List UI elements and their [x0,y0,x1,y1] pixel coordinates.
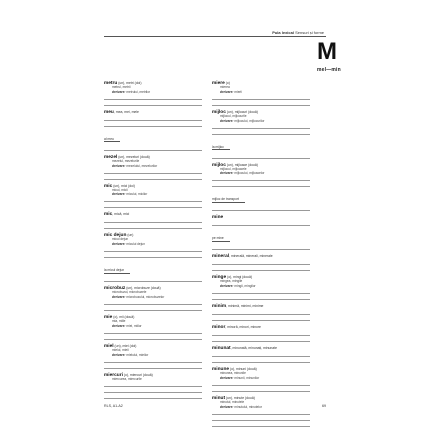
inflected-forms: miercurea, miercurile [112,376,142,381]
inflected-forms: mierea [220,85,230,89]
grammar-info: (o) [224,81,230,85]
writing-line [104,276,202,282]
dictionary-entry [212,345,310,363]
writing-line [104,252,202,258]
derivation-forms: mingii, mingilor [234,284,256,289]
inflected-forms: mijlocul, mijloacele [220,166,247,171]
headword: mineral [212,254,230,260]
footer-left: RLS, A1-A2 [104,404,123,408]
derivation-label: derivare: [220,404,234,409]
dictionary-entry [212,214,310,250]
derivation-forms: micului, micilor [126,192,148,197]
dictionary-entry [212,366,310,392]
dictionary-entry [212,395,310,427]
writing-line [104,202,202,208]
grammar-info: (un), mijlocuri (două) [225,109,258,114]
derivation-label: derivare: [220,284,234,289]
writing-line [104,305,202,311]
derivation-forms: miei, miilor [126,323,142,328]
writing-line [212,357,310,363]
dictionary-entry [104,314,202,340]
inflected-forms: minunea, minunile [220,371,246,376]
writing-line [212,205,310,211]
headword: miel [104,343,114,349]
grammar-info: , minimă, minimi, minime [226,304,264,309]
dictionary-entry [212,253,310,271]
dictionary-entry [212,80,310,106]
writing-line [212,386,310,392]
writing-line [212,220,310,226]
inflected-forms: microbuzul, microbuzele [112,290,147,295]
headword: mic [104,212,113,218]
derivation-label: derivare: [112,242,126,247]
inflected-forms: mielul, mieii [112,347,129,352]
writing-line [212,181,310,187]
derivation-label: derivare: [220,89,234,94]
headword: minunat [212,346,231,352]
headword: minune [212,367,230,373]
grammar-info: (un), mici (doi) [112,183,135,188]
dictionary-entry [212,109,310,159]
derivation-forms: mijlocului, mijloacelor [234,171,265,176]
inflected-forms: micul dejun [112,237,129,242]
grammar-info: , minerală, minerali, minerale [229,254,273,259]
derivation-forms: mijlocului, mijlocurilor [234,118,265,123]
grammar-info: (o), mii (două) [112,314,135,319]
derivation-forms: micului dejun [126,242,145,247]
writing-line [212,315,310,321]
inflected-forms: micul, micii [112,187,128,192]
writing-line [212,421,310,427]
dictionary-entry [104,80,202,106]
grammar-info: (un), mijloace (două) [225,162,258,167]
derivation-label: derivare: [112,294,126,299]
writing-line [212,265,310,271]
derivation-forms: mezelului, mezelurilor [126,163,158,168]
derivation-label: derivare: [112,89,126,94]
writing-line [104,145,202,151]
derivation-forms: metrului, metrilor [126,89,151,94]
headword: minim [212,304,227,310]
headword: mic dejun [104,233,127,239]
dictionary-entry [104,109,202,151]
headword: mijloc [212,109,226,115]
derivation-label: derivare: [220,171,234,176]
usage-phrase: mijloc de transport [212,197,245,203]
writing-line [212,244,310,250]
writing-line [212,153,310,159]
grammar-info: (un), minute (două) [225,395,255,400]
derivation-label: derivare: [112,192,126,197]
inflected-forms: mijlocul, mijlocurile [220,113,247,118]
headword: mine [212,215,224,221]
grammar-info: , mică, mici [112,212,130,217]
section-letter: M [317,38,337,65]
dictionary-entry [212,162,310,212]
derivation-label: derivare: [220,118,234,123]
grammar-info: , minunată, minunați, minunate [230,346,278,351]
writing-line [212,100,310,106]
usage-phrase: la micul dejun [104,268,130,274]
derivation-label: derivare: [220,375,234,380]
grammar-info: , mea, mei, mele [113,109,139,114]
page-number: 69 [322,404,326,408]
derivation-forms: minutului, minutelor [234,404,262,409]
dictionary-entry [212,324,310,342]
dictionary-entry [104,211,202,229]
writing-line [104,121,202,127]
derivation-label: derivare: [112,163,126,168]
inflected-forms: mingea, mingile [220,279,243,284]
headword: miere [212,81,225,86]
inflected-forms: metrul, metrii [112,85,131,89]
dictionary-entry [104,343,202,369]
derivation-label: derivare: [112,323,126,328]
grammar-info: (un), microbuze (două) [125,286,161,291]
grammar-info: (o), mingi (două) [226,275,252,280]
dictionary-entry [104,372,202,400]
dictionary-entry [104,285,202,311]
derivation-label: derivare: [112,352,126,357]
grammar-info: (un) [126,233,134,238]
derivation-forms: mierii [234,89,242,94]
grammar-info: , minoră, minori, minore [225,325,261,330]
letter-range: mel—min [317,67,341,73]
grammar-info: (o), miercuri (două) [122,372,153,377]
dictionary-entry [104,232,202,282]
inflected-forms: minutul, minutele [220,399,245,404]
grammar-info: (o), minuni (două) [229,367,257,372]
headword: meu [104,109,114,115]
writing-line [104,363,202,369]
headword: minge [212,275,227,281]
dictionary-entry [104,183,202,209]
right-column [212,80,310,430]
headword: microbuz [104,286,126,292]
left-column [104,80,202,402]
header-rule [104,36,326,37]
dictionary-entry [212,303,310,321]
grammar-info: (un), metri (doi) [117,81,142,85]
derivation-forms: minunii, minunilor [234,375,260,380]
writing-line [104,100,202,106]
writing-line [104,174,202,180]
headword: mezel [104,154,118,160]
dictionary-entry [104,154,202,180]
dictionary-entry [212,274,310,300]
running-header: Pula lexical Sensuri și forme [272,30,324,35]
inflected-forms: mezelul, mezelurile [112,158,140,163]
headword: minor [212,325,226,331]
writing-line [104,393,202,399]
writing-line [212,336,310,342]
usage-phrase: la mijloc [212,145,230,151]
grammar-info: (un), miei (doi) [113,343,137,348]
derivation-forms: mielului, mieilor [126,352,149,357]
headword: mijloc [212,162,226,168]
headword: mic [104,183,113,189]
headword: mie [104,314,113,320]
grammar-info: (un), mezeluri (două) [117,154,150,159]
derivation-forms: microbuzului, microbuzelor [126,294,165,299]
headword: minut [212,395,226,401]
writing-line [104,334,202,340]
writing-line [104,223,202,229]
usage-phrase: pe mine [212,236,230,242]
headword: miercuri [104,372,123,378]
writing-line [212,294,310,300]
inflected-forms: mia, miile [112,318,126,323]
usage-phrase: al meu [104,137,120,143]
headword: metru [104,81,118,86]
writing-line [212,129,310,135]
